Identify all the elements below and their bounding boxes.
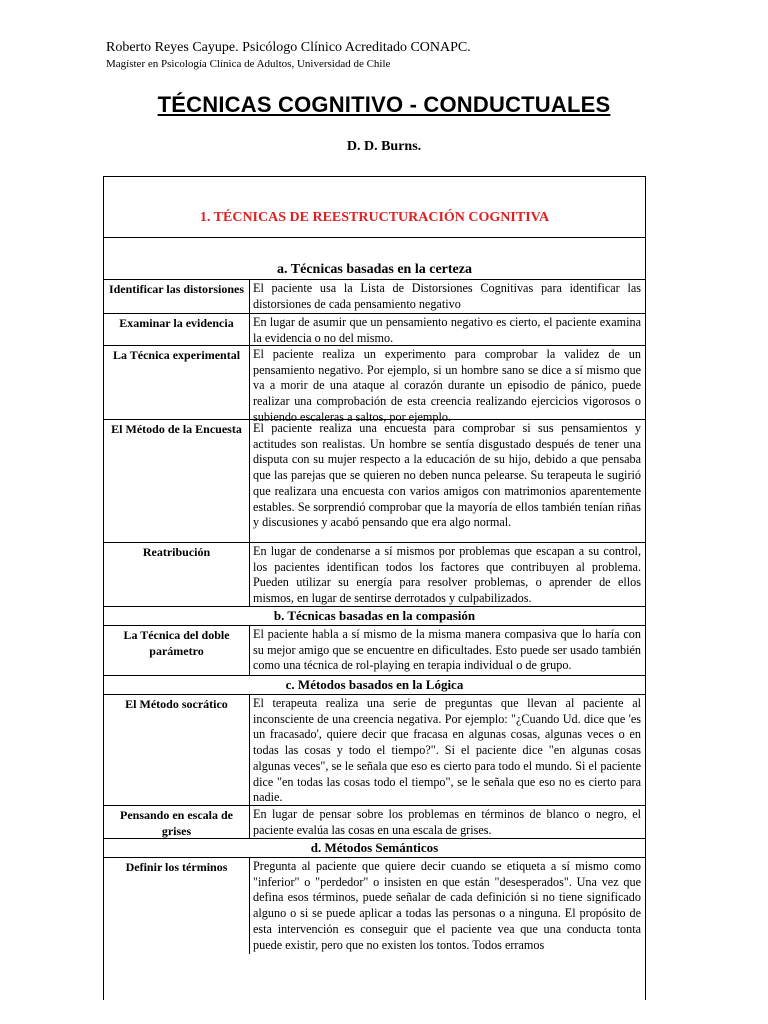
table-row <box>104 314 645 346</box>
group-heading: c. Métodos basados en la Lógica <box>104 676 645 695</box>
technique-description: Pregunta al paciente que quiere decir cuando se etiqueta a sí mismo como "inferior" o "perdedor" o insisten en que están "desesperados". Una vez que defina esos términos, puede señalar de cada definición si no tiene significado alguno o si se puede aplicar a todas las personas o a ninguna. El propósito de esta intervención es conseguir que el paciente vea que una conducta tonta puede existir, pero que no existen los tontos. Todos erramos <box>253 859 641 952</box>
technique-name: El Método de la Encuesta <box>104 420 250 542</box>
table-row <box>104 420 645 543</box>
technique-description: El terapeuta realiza una serie de preguntas que llevan al paciente al inconsciente de una creencia negativa. Por ejemplo: "¿Cuando Ud. dice que 'es un fracasado', quiere decir que fracasa en algunas cosas, algunas veces o en todas las cosas y todo el tiempo?". Si el paciente dice "en algunas cosas algunas veces", se le señala que eso es cierto para todo el mundo. Si el paciente dice "en todas las cosas todo el tiempo", se le señala que eso no es cierto para nadie. <box>253 696 641 805</box>
table-row <box>104 858 645 954</box>
techniques-table <box>103 176 646 1000</box>
technique-name: Identificar las distorsiones <box>104 280 250 313</box>
technique-name: El Método socrático <box>104 695 250 805</box>
table-row <box>104 806 645 839</box>
technique-name: Pensando en escala de grises <box>104 806 250 838</box>
technique-name: Definir los términos <box>104 858 250 954</box>
table-row <box>104 280 645 314</box>
technique-name: Reatribución <box>104 543 250 606</box>
technique-description: En lugar de condenarse a sí mismos por problemas que escapan a su control, los pacientes identifican todos los factores que contribuyen al problema. Pueden utilizar su energía para resolver problemas, o aprender de ellos mismos, en lugar de sentirse derrotados y culpabilizados. <box>253 544 641 606</box>
technique-name: La Técnica del doble parámetro <box>104 626 250 675</box>
table-row <box>104 543 645 607</box>
technique-description: En lugar de pensar sobre los problemas en términos de blanco o negro, el paciente evalúa las cosas en una escala de grises. <box>253 807 641 837</box>
group-heading: b. Técnicas basadas en la compasión <box>104 607 645 626</box>
table-row <box>104 695 645 806</box>
table-row <box>104 626 645 676</box>
section-divider <box>104 237 645 238</box>
technique-description: El paciente realiza un experimento para comprobar la validez de un pensamiento negativo. Por ejemplo, si un hombre sano se dice a sí mismo que va a morir de una ataque al corazón durante un episodio de pánico, puede realizar una comprobación de esta creencia realizando ejercicios vigorosos o subiendo escaleras a saltos, por ejemplo. <box>253 347 641 424</box>
author-degree-line: Magíster en Psicología Clínica de Adultos, Universidad de Chile <box>106 58 391 70</box>
document-title: TÉCNICAS COGNITIVO - CONDUCTUALES <box>157 92 611 117</box>
technique-name: La Técnica experimental <box>104 346 250 419</box>
technique-name: Examinar la evidencia <box>104 314 250 345</box>
technique-description: El paciente habla a sí mismo de la misma manera compasiva que lo haría con su mejor amigo que se encuentre en dificultades. Esto puede ser usado también como una técnica de rol-playing en terapia individual o de grupo. <box>253 627 641 673</box>
table-row <box>104 346 645 424</box>
technique-description: El paciente realiza una encuesta para comprobar si sus pensamientos y actitudes son realistas. Un hombre se sentía disgustado después de tener una disputa con su mujer respecto a la educación de su hijo, debido a que pensaba que las parejas que se quieren no deben nunca pelearse. Su terapeuta le sugirió que realizara una encuesta con varios amigos con matrimonios aparentemente estables. Se sorprendió comprobar que la mayoría de ellos también tenían riñas y discusiones y acabó pensando que era algo normal. <box>253 421 641 530</box>
document-author: D. D. Burns. <box>346 139 422 154</box>
technique-description: El paciente usa la Lista de Distorsiones Cognitivas para identificar las distorsiones de cada pensamiento negativo <box>253 281 641 311</box>
group-heading: a. Técnicas basadas en la certeza <box>104 260 645 280</box>
group-heading: d. Métodos Semánticos <box>104 839 645 858</box>
section-title: 1. TÉCNICAS DE REESTRUCTURACIÓN COGNITIVA <box>199 210 550 225</box>
technique-description: En lugar de asumir que un pensamiento negativo es cierto, el paciente examina la evidencia o no del mismo. <box>253 315 641 345</box>
author-credential-line: Roberto Reyes Cayupe. Psicólogo Clínico Acreditado CONAPC. <box>106 40 471 55</box>
page-header <box>106 40 471 71</box>
table-body <box>104 260 645 954</box>
